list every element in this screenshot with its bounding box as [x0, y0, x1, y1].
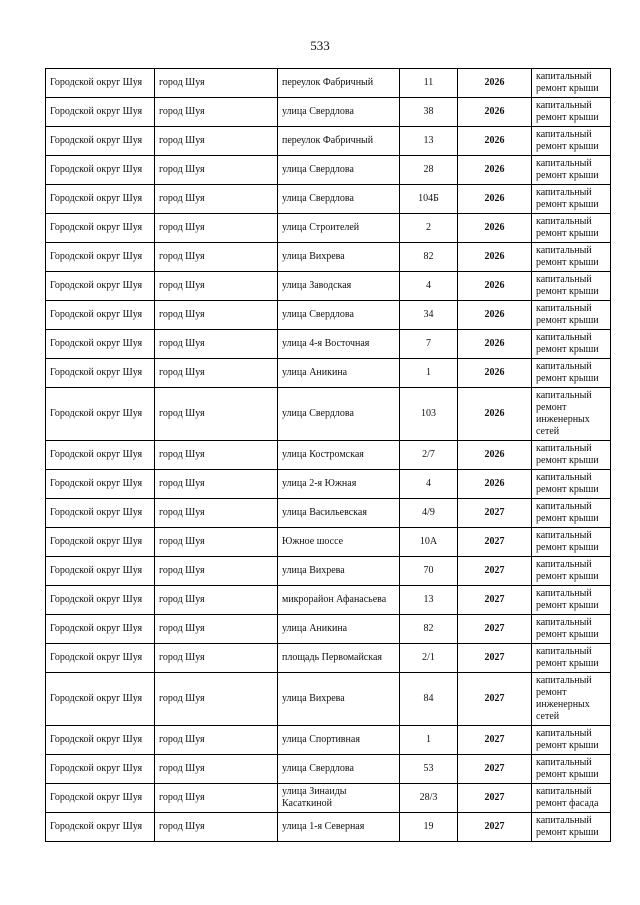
street-cell: переулок Фабричный — [278, 69, 400, 98]
city-cell: город Шуя — [155, 673, 278, 726]
year-cell: 2026 — [458, 156, 532, 185]
table-row — [46, 185, 611, 214]
house-number-cell: 82 — [400, 243, 458, 272]
table-row — [46, 470, 611, 499]
work-type-cell: капитальный ремонт крыши — [532, 615, 611, 644]
okrug-cell: Городской округ Шуя — [46, 499, 155, 528]
year-cell: 2026 — [458, 470, 532, 499]
street-cell: улица Васильевская — [278, 499, 400, 528]
year-cell: 2026 — [458, 359, 532, 388]
house-number-cell: 2/7 — [400, 441, 458, 470]
work-type-cell: капитальный ремонт крыши — [532, 470, 611, 499]
city-cell: город Шуя — [155, 470, 278, 499]
work-type-cell: капитальный ремонт крыши — [532, 499, 611, 528]
okrug-cell: Городской округ Шуя — [46, 813, 155, 842]
year-cell: 2027 — [458, 813, 532, 842]
year-cell: 2027 — [458, 726, 532, 755]
table-row — [46, 586, 611, 615]
okrug-cell: Городской округ Шуя — [46, 359, 155, 388]
city-cell: город Шуя — [155, 388, 278, 441]
street-cell: улица Спортивная — [278, 726, 400, 755]
okrug-cell: Городской округ Шуя — [46, 301, 155, 330]
street-cell: улица Аникина — [278, 615, 400, 644]
table-row — [46, 615, 611, 644]
house-number-cell: 19 — [400, 813, 458, 842]
street-cell: переулок Фабричный — [278, 127, 400, 156]
table-row — [46, 127, 611, 156]
house-number-cell: 70 — [400, 557, 458, 586]
house-number-cell: 4 — [400, 470, 458, 499]
house-number-cell: 2/1 — [400, 644, 458, 673]
registry-table — [45, 68, 611, 842]
year-cell: 2027 — [458, 499, 532, 528]
street-cell: улица Свердлова — [278, 185, 400, 214]
okrug-cell: Городской округ Шуя — [46, 98, 155, 127]
work-type-cell: капитальный ремонт крыши — [532, 441, 611, 470]
table-row — [46, 644, 611, 673]
house-number-cell: 34 — [400, 301, 458, 330]
city-cell: город Шуя — [155, 813, 278, 842]
table-row — [46, 528, 611, 557]
street-cell: площадь Первомайская — [278, 644, 400, 673]
house-number-cell: 104Б — [400, 185, 458, 214]
city-cell: город Шуя — [155, 69, 278, 98]
house-number-cell: 82 — [400, 615, 458, 644]
table-row — [46, 214, 611, 243]
house-number-cell: 103 — [400, 388, 458, 441]
page-number: 533 — [310, 38, 330, 53]
okrug-cell: Городской округ Шуя — [46, 755, 155, 784]
work-type-cell: капитальный ремонт крыши — [532, 214, 611, 243]
city-cell: город Шуя — [155, 243, 278, 272]
city-cell: город Шуя — [155, 499, 278, 528]
okrug-cell: Городской округ Шуя — [46, 272, 155, 301]
house-number-cell: 4 — [400, 272, 458, 301]
year-cell: 2026 — [458, 272, 532, 301]
city-cell: город Шуя — [155, 301, 278, 330]
street-cell: улица 2-я Южная — [278, 470, 400, 499]
work-type-cell: капитальный ремонт крыши — [532, 359, 611, 388]
okrug-cell: Городской округ Шуя — [46, 243, 155, 272]
table-row — [46, 98, 611, 127]
street-cell: улица Костромская — [278, 441, 400, 470]
year-cell: 2027 — [458, 528, 532, 557]
okrug-cell: Городской округ Шуя — [46, 214, 155, 243]
work-type-cell: капитальный ремонт крыши — [532, 69, 611, 98]
year-cell: 2026 — [458, 127, 532, 156]
table-row — [46, 784, 611, 813]
work-type-cell: капитальный ремонт крыши — [532, 243, 611, 272]
table-row — [46, 301, 611, 330]
street-cell: улица Вихрева — [278, 673, 400, 726]
year-cell: 2027 — [458, 755, 532, 784]
house-number-cell: 38 — [400, 98, 458, 127]
street-cell: Южное шоссе — [278, 528, 400, 557]
city-cell: город Шуя — [155, 185, 278, 214]
table-row — [46, 330, 611, 359]
street-cell: улица Свердлова — [278, 301, 400, 330]
work-type-cell: капитальный ремонт крыши — [532, 586, 611, 615]
city-cell: город Шуя — [155, 726, 278, 755]
work-type-cell: капитальный ремонт крыши — [532, 557, 611, 586]
street-cell: улица Свердлова — [278, 388, 400, 441]
table-row — [46, 726, 611, 755]
year-cell: 2026 — [458, 243, 532, 272]
city-cell: город Шуя — [155, 586, 278, 615]
work-type-cell: капитальный ремонт фасада — [532, 784, 611, 813]
street-cell: микрорайон Афанасьева — [278, 586, 400, 615]
city-cell: город Шуя — [155, 359, 278, 388]
year-cell: 2026 — [458, 185, 532, 214]
house-number-cell: 10А — [400, 528, 458, 557]
okrug-cell: Городской округ Шуя — [46, 644, 155, 673]
year-cell: 2027 — [458, 644, 532, 673]
house-number-cell: 84 — [400, 673, 458, 726]
okrug-cell: Городской округ Шуя — [46, 441, 155, 470]
year-cell: 2026 — [458, 441, 532, 470]
house-number-cell: 2 — [400, 214, 458, 243]
table-row — [46, 272, 611, 301]
work-type-cell: капитальный ремонт крыши — [532, 127, 611, 156]
okrug-cell: Городской округ Шуя — [46, 470, 155, 499]
work-type-cell: капитальный ремонт крыши — [532, 813, 611, 842]
table-row — [46, 388, 611, 441]
okrug-cell: Городской округ Шуя — [46, 185, 155, 214]
okrug-cell: Городской округ Шуя — [46, 726, 155, 755]
work-type-cell: капитальный ремонт крыши — [532, 644, 611, 673]
year-cell: 2027 — [458, 784, 532, 813]
city-cell: город Шуя — [155, 272, 278, 301]
year-cell: 2026 — [458, 214, 532, 243]
work-type-cell: капитальный ремонт крыши — [532, 528, 611, 557]
okrug-cell: Городской округ Шуя — [46, 127, 155, 156]
work-type-cell: капитальный ремонт крыши — [532, 755, 611, 784]
table-row — [46, 441, 611, 470]
street-cell: улица Строителей — [278, 214, 400, 243]
okrug-cell: Городской округ Шуя — [46, 673, 155, 726]
work-type-cell: капитальный ремонт крыши — [532, 726, 611, 755]
work-type-cell: капитальный ремонт крыши — [532, 98, 611, 127]
year-cell: 2026 — [458, 98, 532, 127]
street-cell: улица Свердлова — [278, 755, 400, 784]
work-type-cell: капитальный ремонт крыши — [532, 330, 611, 359]
table-row — [46, 69, 611, 98]
house-number-cell: 11 — [400, 69, 458, 98]
year-cell: 2026 — [458, 388, 532, 441]
house-number-cell: 7 — [400, 330, 458, 359]
work-type-cell: капитальный ремонт крыши — [532, 156, 611, 185]
city-cell: город Шуя — [155, 441, 278, 470]
city-cell: город Шуя — [155, 330, 278, 359]
city-cell: город Шуя — [155, 755, 278, 784]
table-row — [46, 359, 611, 388]
street-cell: улица Аникина — [278, 359, 400, 388]
city-cell: город Шуя — [155, 127, 278, 156]
okrug-cell: Городской округ Шуя — [46, 69, 155, 98]
house-number-cell: 53 — [400, 755, 458, 784]
city-cell: город Шуя — [155, 214, 278, 243]
work-type-cell: капитальный ремонт инженерных сетей — [532, 673, 611, 726]
work-type-cell: капитальный ремонт инженерных сетей — [532, 388, 611, 441]
registry-table-body — [46, 69, 611, 842]
house-number-cell: 13 — [400, 127, 458, 156]
year-cell: 2027 — [458, 615, 532, 644]
okrug-cell: Городской округ Шуя — [46, 528, 155, 557]
year-cell: 2027 — [458, 673, 532, 726]
city-cell: город Шуя — [155, 557, 278, 586]
okrug-cell: Городской округ Шуя — [46, 388, 155, 441]
table-row — [46, 557, 611, 586]
work-type-cell: капитальный ремонт крыши — [532, 301, 611, 330]
city-cell: город Шуя — [155, 615, 278, 644]
okrug-cell: Городской округ Шуя — [46, 784, 155, 813]
table-row — [46, 673, 611, 726]
year-cell: 2027 — [458, 557, 532, 586]
work-type-cell: капитальный ремонт крыши — [532, 272, 611, 301]
year-cell: 2027 — [458, 586, 532, 615]
okrug-cell: Городской округ Шуя — [46, 615, 155, 644]
house-number-cell: 4/9 — [400, 499, 458, 528]
work-type-cell: капитальный ремонт крыши — [532, 185, 611, 214]
table-row — [46, 243, 611, 272]
okrug-cell: Городской округ Шуя — [46, 156, 155, 185]
year-cell: 2026 — [458, 69, 532, 98]
city-cell: город Шуя — [155, 98, 278, 127]
street-cell: улица Вихрева — [278, 557, 400, 586]
house-number-cell: 28 — [400, 156, 458, 185]
house-number-cell: 1 — [400, 726, 458, 755]
year-cell: 2026 — [458, 301, 532, 330]
street-cell: улица 4-я Восточная — [278, 330, 400, 359]
house-number-cell: 1 — [400, 359, 458, 388]
street-cell: улица Заводская — [278, 272, 400, 301]
table-row — [46, 813, 611, 842]
table-row — [46, 156, 611, 185]
table-row — [46, 499, 611, 528]
table-row — [46, 755, 611, 784]
street-cell: улица Свердлова — [278, 156, 400, 185]
city-cell: город Шуя — [155, 156, 278, 185]
city-cell: город Шуя — [155, 644, 278, 673]
street-cell: улица Зинаиды Касаткиной — [278, 784, 400, 813]
house-number-cell: 13 — [400, 586, 458, 615]
street-cell: улица Вихрева — [278, 243, 400, 272]
okrug-cell: Городской округ Шуя — [46, 557, 155, 586]
year-cell: 2026 — [458, 330, 532, 359]
city-cell: город Шуя — [155, 528, 278, 557]
okrug-cell: Городской округ Шуя — [46, 330, 155, 359]
city-cell: город Шуя — [155, 784, 278, 813]
okrug-cell: Городской округ Шуя — [46, 586, 155, 615]
street-cell: улица 1-я Северная — [278, 813, 400, 842]
street-cell: улица Свердлова — [278, 98, 400, 127]
house-number-cell: 28/3 — [400, 784, 458, 813]
